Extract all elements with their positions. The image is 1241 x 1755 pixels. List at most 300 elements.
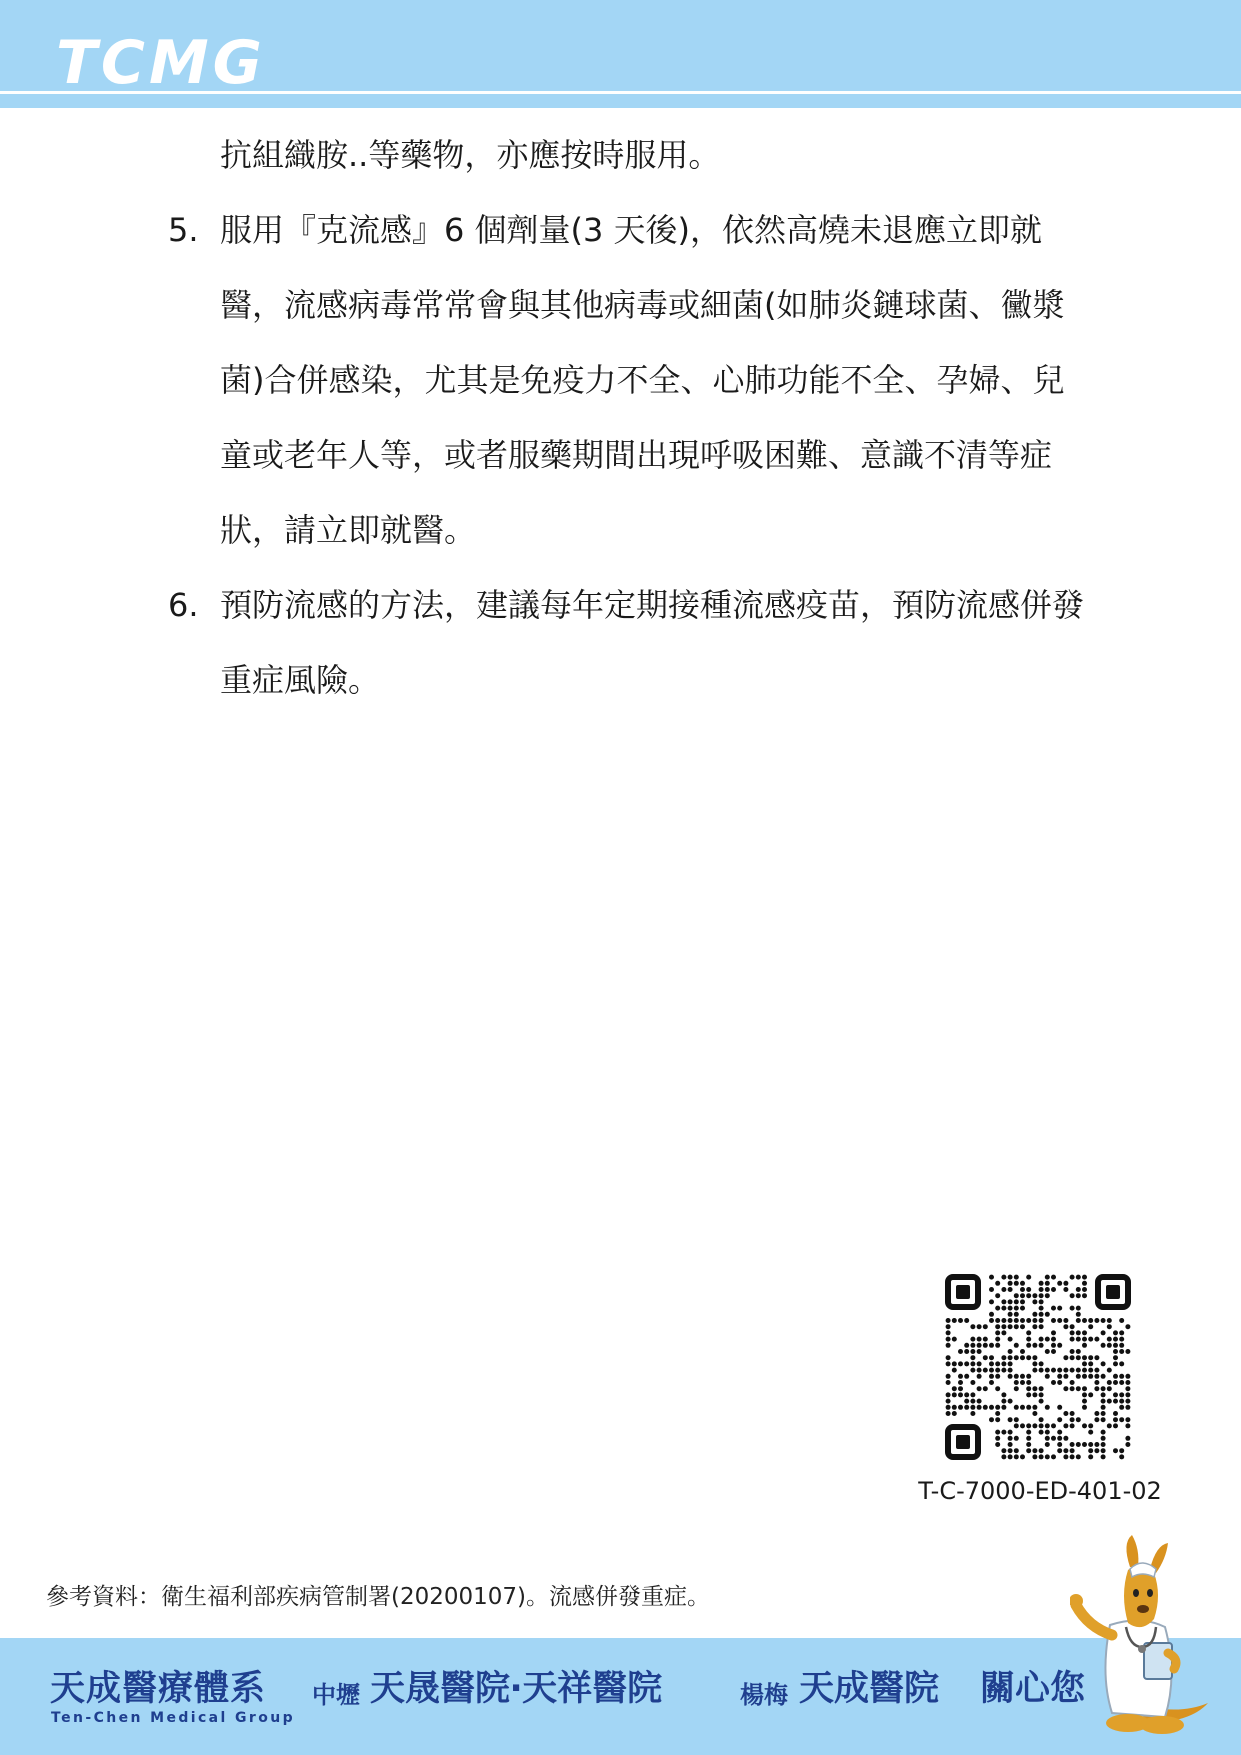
qr-module <box>1094 1374 1099 1379</box>
qr-module <box>1076 1275 1081 1280</box>
qr-module <box>1119 1417 1124 1422</box>
qr-module <box>1113 1337 1118 1342</box>
qr-module <box>964 1343 969 1348</box>
qr-module <box>1045 1275 1050 1280</box>
qr-module <box>1051 1287 1056 1292</box>
qr-module <box>1063 1324 1068 1329</box>
qr-module <box>1014 1343 1019 1348</box>
qr-module <box>1070 1368 1075 1373</box>
qr-module <box>958 1386 963 1391</box>
qr-module <box>1113 1374 1118 1379</box>
qr-module <box>1063 1454 1068 1459</box>
qr-module <box>1014 1405 1019 1410</box>
qr-module <box>1101 1392 1106 1397</box>
qr-module <box>1076 1386 1081 1391</box>
qr-module <box>1076 1287 1081 1292</box>
qr-module <box>1113 1448 1118 1453</box>
qr-module <box>1113 1343 1118 1348</box>
qr-module <box>977 1374 982 1379</box>
qr-module <box>1001 1368 1006 1373</box>
qr-module <box>1032 1312 1037 1317</box>
qr-module <box>1039 1281 1044 1286</box>
qr-module <box>1008 1287 1013 1292</box>
qr-module <box>952 1411 957 1416</box>
qr-module <box>946 1399 951 1404</box>
qr-module <box>1045 1349 1050 1354</box>
qr-module <box>995 1318 1000 1323</box>
qr-module <box>970 1392 975 1397</box>
qr-module <box>1107 1343 1112 1348</box>
qr-module <box>995 1293 1000 1298</box>
qr-module <box>1070 1380 1075 1385</box>
qr-module <box>1088 1423 1093 1428</box>
qr-module <box>1001 1399 1006 1404</box>
qr-module <box>1001 1405 1006 1410</box>
qr-module <box>1001 1306 1006 1311</box>
qr-module <box>1063 1368 1068 1373</box>
qr-module <box>964 1318 969 1323</box>
qr-module <box>1063 1287 1068 1292</box>
qr-module <box>1101 1430 1106 1435</box>
qr-module <box>1026 1386 1031 1391</box>
qr-module <box>1008 1417 1013 1422</box>
qr-module <box>1008 1361 1013 1366</box>
qr-module <box>1094 1442 1099 1447</box>
qr-module <box>1057 1405 1062 1410</box>
qr-module <box>1076 1368 1081 1373</box>
qr-module <box>1001 1318 1006 1323</box>
qr-module <box>1045 1293 1050 1298</box>
kangaroo-doctor-mascot-icon <box>1070 1535 1210 1740</box>
qr-module <box>1094 1386 1099 1391</box>
qr-module <box>1026 1423 1031 1428</box>
qr-module <box>989 1405 994 1410</box>
qr-module <box>1032 1299 1037 1304</box>
qr-module <box>1001 1324 1006 1329</box>
qr-module <box>1008 1436 1013 1441</box>
qr-module <box>1014 1448 1019 1453</box>
qr-module <box>1001 1287 1006 1292</box>
qr-module <box>1039 1343 1044 1348</box>
qr-module <box>1008 1318 1013 1323</box>
qr-module <box>1119 1361 1124 1366</box>
qr-module <box>1020 1318 1025 1323</box>
qr-module <box>1119 1380 1124 1385</box>
qr-module <box>1039 1324 1044 1329</box>
qr-module <box>946 1355 951 1360</box>
qr-module <box>946 1361 951 1366</box>
item-line: 菌)合併感染，尤其是免疫力不全、心肺功能不全、孕婦、兒 <box>220 361 1065 399</box>
qr-module <box>977 1337 982 1342</box>
qr-module <box>1020 1423 1025 1428</box>
qr-module <box>1088 1448 1093 1453</box>
qr-module <box>1070 1275 1075 1280</box>
qr-module <box>1076 1417 1081 1422</box>
qr-module <box>1107 1368 1112 1373</box>
qr-module <box>952 1386 957 1391</box>
qr-module <box>1070 1330 1075 1335</box>
qr-module <box>952 1318 957 1323</box>
qr-module <box>1008 1442 1013 1447</box>
qr-module <box>1045 1374 1050 1379</box>
qr-module <box>1020 1349 1025 1354</box>
location-zhongli: 中壢 <box>312 1681 360 1709</box>
qr-module <box>958 1349 963 1354</box>
hospital-yangmei: 天成醫院 <box>799 1669 940 1709</box>
qr-module <box>1082 1281 1087 1286</box>
qr-module <box>1001 1299 1006 1304</box>
qr-module <box>1001 1361 1006 1366</box>
qr-module <box>995 1330 1000 1335</box>
qr-module <box>1045 1430 1050 1435</box>
qr-module <box>1076 1442 1081 1447</box>
qr-module <box>952 1368 957 1373</box>
qr-module <box>1014 1275 1019 1280</box>
qr-module <box>1039 1337 1044 1342</box>
qr-module <box>1014 1355 1019 1360</box>
qr-module <box>1026 1330 1031 1335</box>
qr-module <box>1082 1423 1087 1428</box>
qr-module <box>983 1343 988 1348</box>
qr-module <box>1045 1423 1050 1428</box>
qr-module <box>1070 1417 1075 1422</box>
qr-module <box>1070 1355 1075 1360</box>
tcmg-logo: TCMG <box>56 28 266 98</box>
qr-module <box>1125 1399 1130 1404</box>
qr-module <box>1088 1324 1093 1329</box>
qr-module <box>1125 1386 1130 1391</box>
qr-module <box>1119 1349 1124 1354</box>
item-line: 醫，流感病毒常常會與其他病毒或細菌(如肺炎鏈球菌、黴漿 <box>220 286 1065 324</box>
document-code: T-C-7000-ED-401-02 <box>918 1477 1162 1505</box>
qr-module <box>970 1337 975 1342</box>
qr-module <box>1039 1430 1044 1435</box>
qr-module <box>1063 1423 1068 1428</box>
qr-module <box>1070 1337 1075 1342</box>
qr-module <box>1014 1324 1019 1329</box>
qr-module <box>1082 1374 1087 1379</box>
qr-module <box>1014 1417 1019 1422</box>
qr-module <box>1076 1306 1081 1311</box>
qr-module <box>1032 1293 1037 1298</box>
qr-module <box>1119 1454 1124 1459</box>
qr-module <box>958 1392 963 1397</box>
qr-module <box>995 1430 1000 1435</box>
qr-module <box>1094 1368 1099 1373</box>
qr-module <box>946 1330 951 1335</box>
qr-module <box>977 1361 982 1366</box>
qr-module <box>958 1318 963 1323</box>
qr-module <box>1082 1405 1087 1410</box>
qr-module <box>970 1355 975 1360</box>
qr-module <box>1070 1423 1075 1428</box>
qr-module <box>1063 1386 1068 1391</box>
qr-module <box>1070 1306 1075 1311</box>
qr-module <box>1070 1349 1075 1354</box>
qr-module <box>1107 1423 1112 1428</box>
qr-module <box>1051 1349 1056 1354</box>
qr-module <box>1045 1281 1050 1286</box>
qr-module <box>1051 1368 1056 1373</box>
qr-module <box>1057 1343 1062 1348</box>
qr-module <box>1020 1380 1025 1385</box>
reference-note: 參考資料：衛生福利部疾病管制署(20200107)。流感併發重症。 <box>46 1584 711 1610</box>
qr-module <box>1057 1306 1062 1311</box>
qr-module <box>1008 1324 1013 1329</box>
qr-module <box>1057 1374 1062 1379</box>
qr-module <box>1032 1423 1037 1428</box>
qr-module <box>1039 1386 1044 1391</box>
qr-module <box>983 1386 988 1391</box>
qr-module <box>1088 1374 1093 1379</box>
qr-module <box>995 1281 1000 1286</box>
qr-module <box>1076 1318 1081 1323</box>
qr-module <box>1076 1454 1081 1459</box>
group-name-english: Ten-Chen Medical Group <box>51 1710 296 1726</box>
qr-module <box>1001 1392 1006 1397</box>
qr-module <box>1119 1337 1124 1342</box>
qr-module <box>1014 1423 1019 1428</box>
qr-module <box>1008 1399 1013 1404</box>
qr-module <box>1070 1454 1075 1459</box>
qr-module <box>1119 1392 1124 1397</box>
qr-module <box>1039 1423 1044 1428</box>
qr-module <box>1101 1386 1106 1391</box>
qr-module <box>1094 1448 1099 1453</box>
qr-module <box>977 1349 982 1354</box>
qr-module <box>1082 1318 1087 1323</box>
qr-module <box>1094 1411 1099 1416</box>
qr-module <box>1101 1417 1106 1422</box>
qr-module <box>1026 1380 1031 1385</box>
qr-module <box>995 1337 1000 1342</box>
qr-module <box>1045 1337 1050 1342</box>
qr-module <box>1082 1442 1087 1447</box>
qr-module <box>1063 1318 1068 1323</box>
qr-module <box>1026 1293 1031 1298</box>
qr-module <box>1026 1337 1031 1342</box>
qr-module <box>1008 1368 1013 1373</box>
qr-module <box>1026 1392 1031 1397</box>
qr-module <box>964 1392 969 1397</box>
location-yangmei: 楊梅 <box>740 1681 788 1709</box>
qr-module <box>1014 1299 1019 1304</box>
qr-module <box>1101 1361 1106 1366</box>
list-item-5 <box>168 193 1128 568</box>
qr-module <box>977 1386 982 1391</box>
qr-module <box>1045 1287 1050 1292</box>
qr-module <box>1020 1287 1025 1292</box>
qr-module <box>1113 1392 1118 1397</box>
qr-module <box>1125 1374 1130 1379</box>
qr-module <box>995 1411 1000 1416</box>
qr-module <box>995 1405 1000 1410</box>
continuation-line: 抗組織胺..等藥物，亦應按時服用。 <box>220 136 721 174</box>
qr-module <box>989 1287 994 1292</box>
qr-module <box>1057 1436 1062 1441</box>
qr-module <box>1057 1281 1062 1286</box>
qr-module <box>964 1374 969 1379</box>
qr-module <box>958 1380 963 1385</box>
qr-module <box>1032 1448 1037 1453</box>
qr-module <box>1113 1423 1118 1428</box>
qr-module <box>1051 1454 1056 1459</box>
qr-module <box>1101 1330 1106 1335</box>
qr-module <box>1076 1312 1081 1317</box>
qr-module <box>1082 1275 1087 1280</box>
qr-module <box>1070 1442 1075 1447</box>
qr-module <box>1051 1343 1056 1348</box>
qr-module <box>1082 1293 1087 1298</box>
qr-module <box>1101 1454 1106 1459</box>
qr-module <box>946 1337 951 1342</box>
qr-module <box>958 1361 963 1366</box>
qr-module <box>1094 1380 1099 1385</box>
qr-module <box>1125 1436 1130 1441</box>
qr-module <box>1113 1417 1118 1422</box>
qr-module <box>1113 1380 1118 1385</box>
qr-module <box>989 1368 994 1373</box>
qr-module <box>1088 1454 1093 1459</box>
qr-module <box>970 1368 975 1373</box>
qr-module <box>1008 1454 1013 1459</box>
qr-module <box>1039 1293 1044 1298</box>
qr-module <box>1032 1405 1037 1410</box>
qr-module <box>1088 1361 1093 1366</box>
qr-module <box>1101 1374 1106 1379</box>
qr-module <box>1014 1318 1019 1323</box>
qr-module <box>1082 1386 1087 1391</box>
qr-module <box>1070 1448 1075 1453</box>
qr-module <box>1001 1454 1006 1459</box>
qr-module <box>1008 1430 1013 1435</box>
qr-module <box>1008 1306 1013 1311</box>
qr-module <box>1094 1318 1099 1323</box>
qr-module <box>1088 1355 1093 1360</box>
qr-module <box>1026 1318 1031 1323</box>
qr-module <box>1014 1374 1019 1379</box>
qr-module <box>1051 1436 1056 1441</box>
qr-module <box>995 1368 1000 1373</box>
qr-module <box>1008 1299 1013 1304</box>
qr-module <box>1045 1368 1050 1373</box>
qr-module <box>1032 1355 1037 1360</box>
qr-module <box>1101 1399 1106 1404</box>
qr-module <box>1094 1337 1099 1342</box>
qr-module <box>1020 1281 1025 1286</box>
qr-module <box>1020 1454 1025 1459</box>
qr-module <box>1076 1337 1081 1342</box>
qr-module <box>989 1343 994 1348</box>
qr-module <box>1014 1454 1019 1459</box>
qr-module <box>977 1399 982 1404</box>
item-line: 預防流感的方法，建議每年定期接種流感疫苗，預防流感併發 <box>220 586 1085 624</box>
qr-module <box>1051 1330 1056 1335</box>
item-line: 童或老年人等，或者服藥期間出現呼吸困難、意識不清等症 <box>220 436 1053 474</box>
qr-module <box>1107 1399 1112 1404</box>
qr-module <box>983 1337 988 1342</box>
qr-module <box>1101 1343 1106 1348</box>
qr-module <box>952 1337 957 1342</box>
qr-module <box>1063 1374 1068 1379</box>
qr-module <box>1051 1380 1056 1385</box>
qr-module <box>1101 1405 1106 1410</box>
item-line: 服用『克流感』6 個劑量(3 天後)，依然高燒未退應立即就 <box>220 211 1043 249</box>
qr-module <box>1063 1436 1068 1441</box>
qr-module <box>1094 1355 1099 1360</box>
qr-module <box>1039 1368 1044 1373</box>
qr-module <box>995 1386 1000 1391</box>
qr-module <box>1045 1312 1050 1317</box>
qr-module <box>946 1374 951 1379</box>
qr-module <box>1039 1399 1044 1404</box>
qr-module <box>958 1405 963 1410</box>
qr-module <box>1001 1330 1006 1335</box>
qr-module <box>952 1405 957 1410</box>
qr-module <box>1063 1281 1068 1286</box>
qr-module <box>1107 1337 1112 1342</box>
qr-code-icon[interactable] <box>945 1274 1131 1460</box>
qr-module <box>952 1361 957 1366</box>
qr-module <box>1026 1442 1031 1447</box>
qr-module <box>1014 1380 1019 1385</box>
qr-module <box>1125 1380 1130 1385</box>
qr-module <box>1119 1343 1124 1348</box>
qr-module <box>1101 1411 1106 1416</box>
qr-module <box>1057 1318 1062 1323</box>
qr-module <box>995 1343 1000 1348</box>
qr-module <box>1057 1368 1062 1373</box>
qr-module <box>983 1355 988 1360</box>
qr-module <box>1113 1399 1118 1404</box>
qr-module <box>946 1324 951 1329</box>
qr-module <box>1039 1448 1044 1453</box>
hospitals-zhongli: 天晟醫院‧天祥醫院 <box>370 1669 663 1709</box>
qr-module <box>1119 1374 1124 1379</box>
qr-module <box>1082 1399 1087 1404</box>
qr-module <box>1076 1349 1081 1354</box>
qr-module <box>1125 1392 1130 1397</box>
qr-module <box>1039 1306 1044 1311</box>
qr-module <box>1082 1287 1087 1292</box>
qr-module <box>1020 1355 1025 1360</box>
qr-module <box>1113 1355 1118 1360</box>
qr-module <box>1101 1318 1106 1323</box>
qr-module <box>1032 1368 1037 1373</box>
qr-module <box>958 1374 963 1379</box>
qr-module <box>1008 1275 1013 1280</box>
qr-module <box>970 1380 975 1385</box>
qr-module <box>1076 1374 1081 1379</box>
qr-module <box>1076 1293 1081 1298</box>
qr-module <box>1082 1361 1087 1366</box>
qr-module <box>1039 1318 1044 1323</box>
qr-module <box>1026 1355 1031 1360</box>
group-name: 天成醫療體系 <box>50 1669 267 1709</box>
qr-module <box>989 1361 994 1366</box>
qr-module <box>995 1417 1000 1422</box>
qr-module <box>983 1405 988 1410</box>
qr-module <box>964 1361 969 1366</box>
qr-module <box>1032 1392 1037 1397</box>
qr-module <box>1032 1343 1037 1348</box>
qr-module <box>1039 1299 1044 1304</box>
qr-module <box>1020 1299 1025 1304</box>
qr-module <box>1001 1275 1006 1280</box>
qr-module <box>1014 1436 1019 1441</box>
qr-module <box>1088 1318 1093 1323</box>
qr-module <box>1001 1430 1006 1435</box>
